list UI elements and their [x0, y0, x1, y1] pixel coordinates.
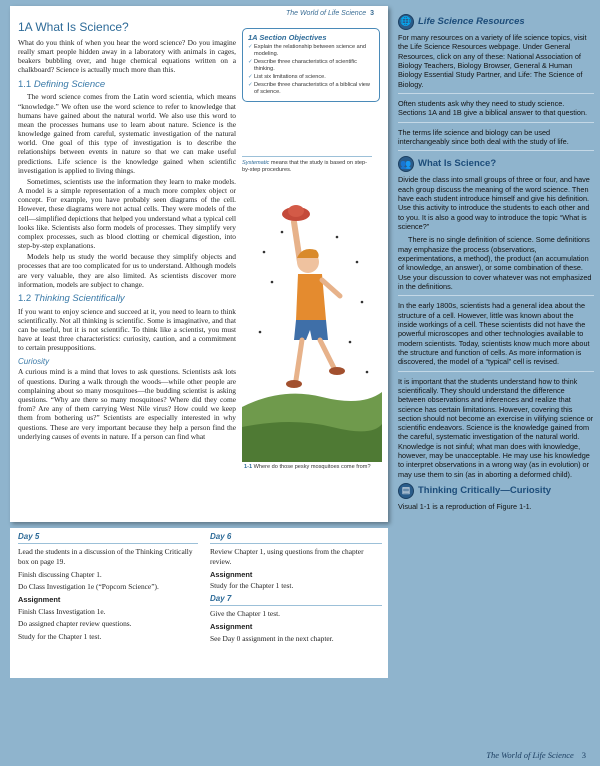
day7-heading: Day 7	[210, 594, 382, 606]
assignment-item: Study for the Chapter 1 test.	[210, 581, 294, 591]
margin-definition	[242, 156, 372, 175]
divider	[398, 295, 594, 296]
paragraph: If you want to enjoy science and succeed at it, you need to learn to think scientifically. Not all thinking is scientific. Some is imaginative, and that can be useful, but it is not scientific. To think like a scientist, you must have at least three characteristics: curiosity, caution, and a commitment to certain presuppositions.	[18, 306, 236, 353]
sidebar-paragraph: There is no single definition of science. Some definitions may emphasize the process (observations, experimentations, a method), the product (an accumulation of knowledge, an answer), or some combination of these. Use your discussion to cover whatever was not emphasized in the definitions.	[398, 235, 592, 291]
teacher-sidebar	[398, 14, 594, 515]
reduced-student-page	[10, 6, 388, 522]
main-text-column	[18, 20, 236, 443]
objectives-list	[248, 44, 374, 96]
assignment-label: Assignment	[210, 621, 253, 631]
thinking-critically-heading	[398, 483, 594, 499]
footer-page-number: 3	[581, 750, 586, 760]
objectives-title: 1A Section Objectives	[248, 33, 327, 42]
divider	[398, 93, 594, 94]
thinking-critically-title: Thinking Critically—Curiosity	[418, 485, 552, 497]
assignment-item: Study for the Chapter 1 test.	[18, 631, 102, 641]
plan-item: Lead the students in a discussion of the Thinking Critically box on page 19.	[18, 547, 193, 567]
assignment-label: Assignment	[210, 569, 253, 579]
plan-item: Do Class Investigation 1e (“Popcorn Science”).	[18, 582, 159, 592]
sidebar-paragraph: Divide the class into small groups of three or four, and have each group discuss the meaning of the word science. Then have each student introduce himself and give his definition. Use this activity to introduce the students to each other and to you. It is also a good way to introduce the topic “What is science?”	[398, 175, 590, 231]
subsection-thinking-scientifically	[18, 293, 236, 305]
assignment-label: Assignment	[18, 594, 61, 604]
subsection-number: 1.1	[18, 78, 32, 90]
objective-item: ✓ Describe three characteristics of scientific thinking.	[248, 59, 374, 73]
running-head-page: 3	[370, 10, 374, 17]
group-discussion-icon: 👥	[398, 156, 414, 172]
paragraph: Models help us study the world because they simplify objects and processes that are too complicated for us to understand. Although models are very valuable, they are also limited. As scientists discover more information, models are subject to change.	[18, 252, 236, 289]
what-is-science-title: What Is Science?	[418, 158, 497, 170]
caption-number: 1-1	[244, 464, 253, 470]
what-is-science-heading	[398, 156, 594, 172]
paragraph: Sometimes, scientists use the information they learn to make models. A model is a simple representation of a much more complex object or concept. For example, you have probably seen diagrams of the cell. However, these diagrams were not actual cells. They were models of the cell—simplified depictions that helped you understand what a typical cell looks like. Scientists also form models of processes. They simplify very complex processes, such as blood clotting or chemical digestion, into step-by-step explanations.	[18, 176, 236, 251]
subsection-title: Defining Science	[33, 78, 106, 90]
lesson-plan-column-right	[210, 532, 382, 646]
assignment-item: Finish Class Investigation 1e.	[18, 606, 106, 616]
divider	[398, 371, 594, 372]
caption-text: Where do those pesky mosquitoes come from?	[253, 464, 371, 470]
divider	[398, 122, 594, 123]
definition-text: means that the study is based on step-by-step procedures.	[242, 160, 368, 174]
page-footer	[486, 750, 586, 760]
paragraph: A curious mind is a mind that loves to ask questions. Scientists ask lots of questions. During a walk through the woods—while other people are complaining about so many mosquitoes—the budding scientist is asking questions. “Why are there so many mosquitoes? Where did they come from? Are any of them carrying West Nile virus? How could we keep them from bothering us?” Scientists are especially interested in why questions. These are very important because they help a person find the underlying causes of events in nature. If a person can find what	[18, 367, 236, 441]
minor-heading-curiosity: Curiosity	[18, 356, 50, 366]
paragraph: The word science comes from the Latin word scientia, which means “knowledge.” We often use the word science to refer to knowledge that humans have gained about the natural world. We also use this word to mean the processes humans use to learn about nature. Science is the knowledge gained from careful, systematic investigation of the natural world. One goal of this type of investigation is to describe the relationships between events in nature so that we can make useful predictions. Life science is the knowledge gained when scientific investigation is applied to living things.	[18, 92, 236, 175]
day6-heading: Day 6	[210, 532, 382, 544]
sidebar-paragraph: Often students ask why they need to study science. Sections 1A and 1B give a biblical answer to that question.	[398, 98, 588, 118]
plan-item: Give the Chapter 1 test.	[210, 609, 280, 619]
objective-item: ✓ Describe three characteristics of a biblical view of science.	[248, 82, 374, 96]
sidebar-paragraph: The terms life science and biology can be used interchangeably since both deal with the study of life.	[398, 127, 569, 146]
divider	[398, 150, 594, 151]
sidebar-paragraph: In the early 1800s, scientists had a general idea about the structure of a cell. However, little was known about the inside workings of a cell. These scientists did not have the powerful microscopes and other technologies available to modern scientists. Today, scientists know much more about the structure and function of cells. As more information is discovered, the model of a “typical” cell is revised.	[398, 301, 590, 367]
lesson-plan	[10, 528, 388, 678]
plan-item: Review Chapter 1, using questions from the chapter review.	[210, 547, 364, 567]
subsection-number: 1.2	[18, 292, 32, 304]
transparency-icon: ▤	[398, 483, 414, 499]
subsection-title: Thinking Scientifically	[33, 292, 125, 304]
objective-item: ✓ Explain the relationship between science and modeling.	[248, 44, 374, 58]
running-head	[286, 10, 374, 17]
intro-paragraph: What do you think of when you hear the word science? Do you imagine really smart people hidden away in a laboratory with animals in cages, beakers bubbling over, and huge chemical equations written on a chalkboard? Science is actually much more than this.	[18, 37, 236, 75]
globe-icon: 🌐	[398, 14, 414, 30]
sidebar-paragraph: It is important that the students understand how to think scientifically. They should understand the difference between observations and inferences and realize that science has certain limitations. However, covering this section should not become an exercise in vilifying science or scientific endeavors. Science is the knowledge gained from the careful, systematic investigation of the natural world. Knowledge is not sinful; what man does with knowledge, however, may be unacceptable. He may use his knowledge to interpret observations in a wrong way (as in evolution) or may use them to sin (as in aborting a deformed child).	[398, 376, 594, 479]
resources-title: Life Science Resources	[418, 15, 525, 27]
lesson-plan-column-left	[18, 532, 198, 644]
day5-heading: Day 5	[18, 532, 198, 544]
footer-title: The World of Life Science	[486, 750, 574, 760]
resources-heading	[398, 14, 594, 30]
sidebar-paragraph: Visual 1-1 is a reproduction of Figure 1-1.	[398, 502, 532, 512]
assignment-item: See Day 0 assignment in the next chapter.	[210, 633, 334, 643]
figure-caption	[244, 464, 384, 470]
subsection-defining-science	[18, 79, 236, 91]
section-title: 1A What Is Science?	[18, 20, 129, 34]
section-objectives-box	[242, 28, 380, 102]
objective-item: ✓ List six limitations of science.	[248, 74, 374, 81]
definition-term: Systematic	[242, 160, 270, 166]
running-head-title: The World of Life Science	[285, 10, 367, 17]
assignment-item: Do assigned chapter review questions.	[18, 619, 132, 629]
boy-swatting-mosquitoes-illustration	[242, 192, 382, 462]
resources-text: For many resources on a variety of life science topics, visit the Life Science Resources webpage. Under General Resources, click on any of these: National Association of Biology Teachers, Biology Browser, General & Human Biology Essential Study Partner, and Life: The Science of Biology.	[398, 33, 587, 89]
plan-item: Finish discussing Chapter 1.	[18, 569, 102, 579]
